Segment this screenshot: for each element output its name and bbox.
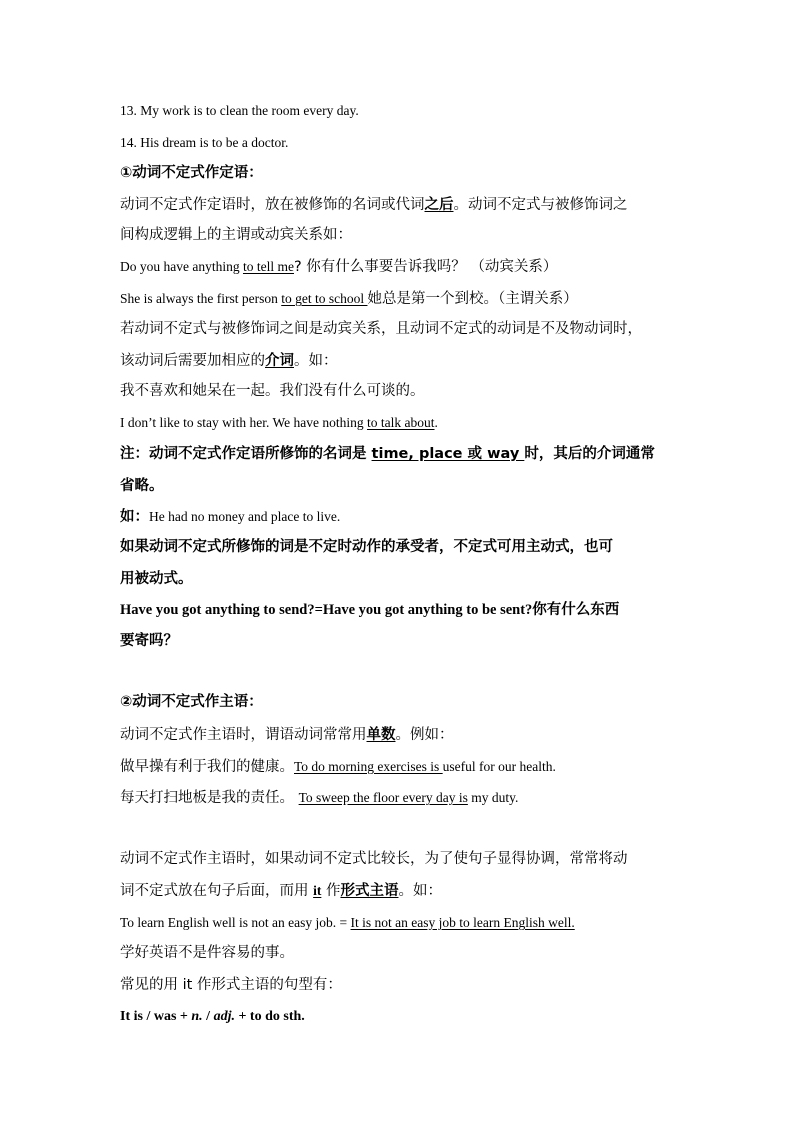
note-line: 省略。 (120, 478, 164, 494)
example-line: 如：He had no money and place to live. (120, 509, 341, 525)
paragraph-line: 学好英语不是件容易的事。 (120, 945, 294, 961)
sentence-14: 14. His dream is to be a doctor. (120, 135, 289, 150)
example-line: She is always the first person to get to school 她总是第一个到校。（主谓关系） (120, 291, 578, 307)
emphasis-text: 之后 (424, 197, 454, 213)
paragraph-line: 若动词不定式与被修饰词之间是动宾关系，且动词不定式的动词是不及物动词时， (120, 321, 642, 337)
paragraph-line: 常见的用 it 作形式主语的句型有： (120, 977, 342, 993)
paragraph-line: 我不喜欢和她呆在一起。我们没有什么可谈的。 (120, 383, 425, 399)
paragraph-line: 该动词后需要加相应的介词。如： (120, 353, 338, 369)
example-line: 每天打扫地板是我的责任。 To sweep the floor every day is my duty. (120, 790, 519, 806)
note-line: 注：动词不定式作定语所修饰的名词是 time, place 或 way 时，其后的介词通常 (120, 446, 655, 462)
sentence-pattern: It is / was + n. / adj. + to do sth. (120, 1009, 305, 1024)
paragraph-line: 动词不定式作主语时，如果动词不定式比较长，为了使句子显得协调，常常将动 (120, 851, 628, 867)
paragraph-line: 动词不定式作主语时，谓语动词常常用单数。例如： (120, 727, 454, 743)
paragraph-line: 间构成逻辑上的主谓或动宾关系如： (120, 227, 352, 243)
note-line: 用被动式。 (120, 571, 193, 587)
section-heading-attributive: ①动词不定式作定语： (120, 165, 263, 181)
paragraph-line: 词不定式放在句子后面，而用 it 作形式主语。如： (120, 883, 442, 899)
sentence-13: 13. My work is to clean the room every day. (120, 103, 359, 118)
example-line: 做早操有利于我们的健康。To do morning exercises is useful for our health. (120, 759, 556, 775)
example-line: Do you have anything to tell me? 你有什么事要告诉我吗？ （动宾关系） (120, 259, 558, 275)
example-line: 要寄吗？ (120, 633, 178, 649)
section-heading-subject: ②动词不定式作主语： (120, 694, 263, 710)
note-line: 如果动词不定式所修饰的词是不定时动作的承受者，不定式可用主动式，也可 (120, 539, 613, 555)
example-line: Have you got anything to send?=Have you got anything to be sent?你有什么东西 (120, 602, 620, 618)
paragraph-line: 动词不定式作定语时，放在被修饰的名词或代词之后。动词不定式与被修饰词之 (120, 197, 628, 213)
example-line: To learn English well is not an easy job. = It is not an easy job to learn English well. (120, 915, 575, 930)
example-line: I don’t like to stay with her. We have nothing to talk about. (120, 415, 438, 430)
